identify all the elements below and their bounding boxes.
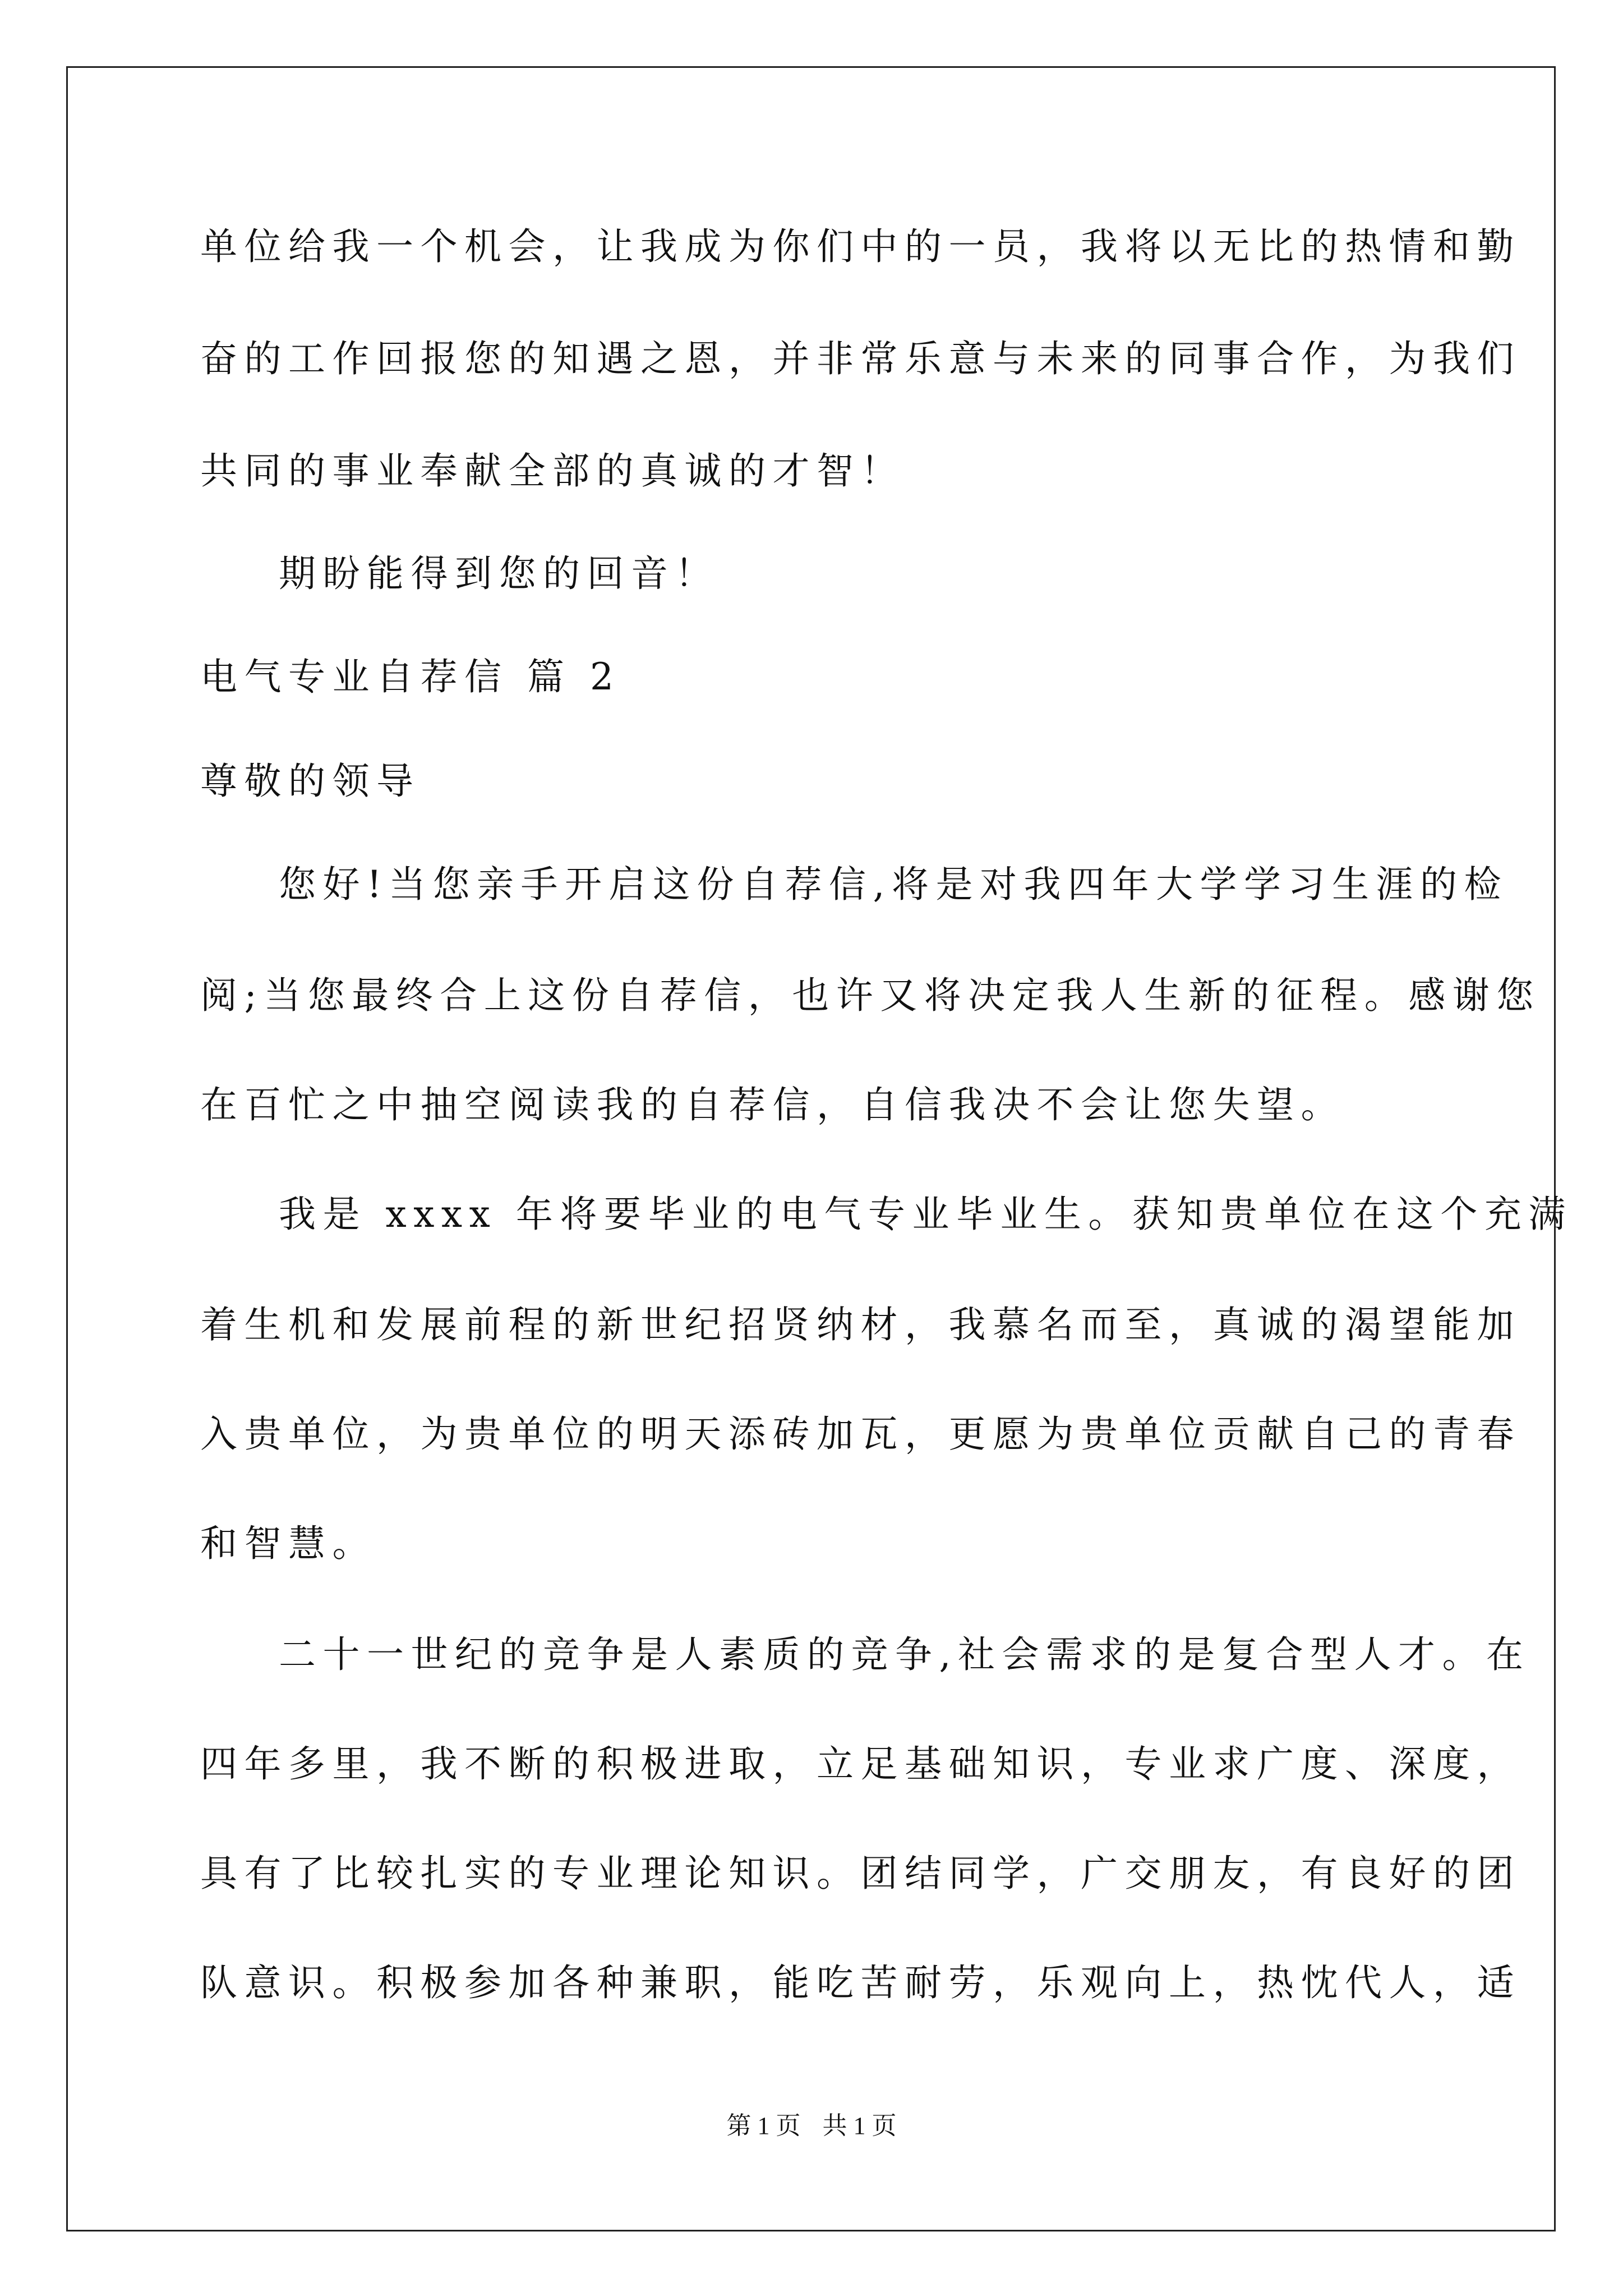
body-line: 单位给我一个机会，让我成为你们中的一员，我将以无比的热情和勤 xyxy=(200,225,1521,268)
page-frame xyxy=(66,66,1556,2231)
page-footer xyxy=(0,2109,1623,2143)
body-line: 入贵单位，为贵单位的明天添砖加瓦，更愿为贵单位贡献自己的青春 xyxy=(200,1412,1521,1456)
body-line: 二十一世纪的竞争是人素质的竞争,社会需求的是复合型人才。在 xyxy=(279,1633,1530,1676)
body-line: 您好!当您亲手开启这份自荐信,将是对我四年大学学习生涯的检 xyxy=(279,863,1509,906)
body-line: 在百忙之中抽空阅读我的自荐信，自信我决不会让您失望。 xyxy=(200,1083,1345,1126)
body-line: 四年多里，我不断的积极进取，立足基础知识，专业求广度、深度， xyxy=(200,1742,1521,1786)
section-heading: 电气专业自荐信 篇 2 xyxy=(200,655,621,698)
salutation: 尊敬的领导 xyxy=(200,760,421,803)
body-line: 奋的工作回报您的知遇之恩，并非常乐意与未来的同事合作，为我们 xyxy=(200,337,1521,380)
body-line: 着生机和发展前程的新世纪招贤纳材，我慕名而至，真诚的渴望能加 xyxy=(200,1303,1521,1346)
body-line: 队意识。积极参加各种兼职，能吃苦耐劳，乐观向上，热忱代人，适 xyxy=(200,1961,1521,2004)
body-line: 和智慧。 xyxy=(200,1522,376,1565)
page-number: 第 1 页 xyxy=(726,2112,801,2139)
body-line: 期盼能得到您的回音！ xyxy=(279,552,719,595)
body-line: 具有了比较扎实的专业理论知识。团结同学，广交朋友，有良好的团 xyxy=(200,1852,1521,1895)
page-total: 共 1 页 xyxy=(822,2112,897,2139)
body-line: 我是 xxxx 年将要毕业的电气专业毕业生。获知贵单位在这个充满 xyxy=(279,1193,1573,1236)
body-line: 阅;当您最终合上这份自荐信，也许又将决定我人生新的征程。感谢您 xyxy=(200,974,1541,1017)
body-line: 共同的事业奉献全部的真诚的才智！ xyxy=(200,449,905,493)
